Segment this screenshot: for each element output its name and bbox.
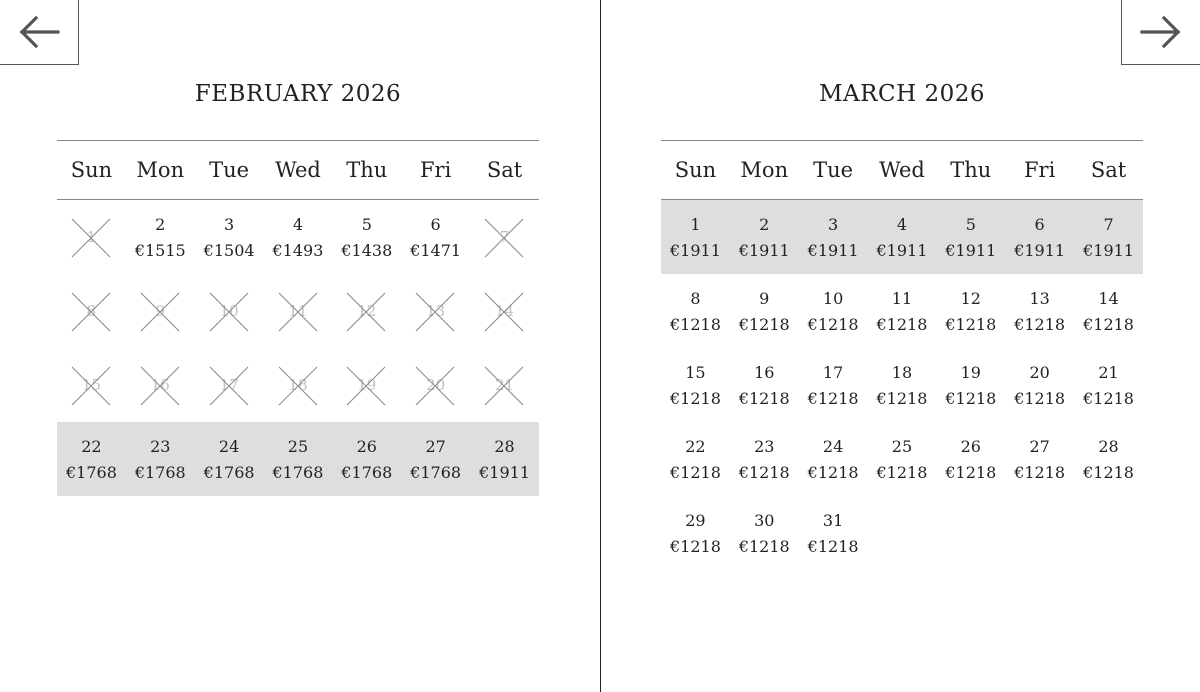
day-number: 9 [155,302,166,320]
week-row [661,496,1143,570]
day-number: 9 [759,289,770,308]
day-number: 5 [361,215,372,234]
day-number: 15 [685,363,706,382]
day-cell[interactable] [264,200,333,275]
day-cell[interactable] [1005,348,1074,422]
month-title: MARCH 2026 [819,81,985,107]
day-number: 25 [891,437,913,456]
weekday-label: Wed [264,141,333,200]
day-price: €1218 [945,315,997,334]
arrow-left-icon [18,16,60,48]
calendar-grid [57,140,539,496]
day-number: 22 [81,437,102,456]
day-cell[interactable] [799,274,868,348]
day-number: 28 [1098,437,1119,456]
day-cell-unavailable [57,274,126,348]
day-number: 11 [891,289,913,308]
day-cell[interactable] [730,274,799,348]
previous-month-button[interactable] [0,0,79,65]
day-cell-unavailable [401,274,470,348]
unavailable-cross-icon [278,292,318,332]
day-price: €1768 [410,463,462,482]
day-number: 11 [288,302,308,320]
day-cell[interactable] [661,200,730,275]
day-cell-unavailable [264,274,333,348]
day-cell[interactable] [799,200,868,275]
unavailable-cross-icon [140,366,180,406]
day-cell-unavailable [195,348,264,422]
day-number: 7 [499,228,510,246]
day-cell[interactable] [470,422,539,496]
weekday-header [57,141,539,200]
day-number: 4 [292,215,304,234]
empty-day-cell [868,496,937,570]
weekday-header [661,141,1143,200]
unavailable-cross-icon [346,366,386,406]
day-cell[interactable] [799,348,868,422]
weekday-label: Wed [868,141,937,200]
day-cell[interactable] [868,274,937,348]
day-price: €1218 [876,315,928,334]
day-number: 14 [1098,289,1119,308]
month-title: FEBRUARY 2026 [194,81,402,107]
day-number: 19 [357,376,377,394]
day-number: 2 [155,215,166,234]
day-price: €1911 [1083,241,1134,260]
day-number: 23 [754,437,775,456]
day-number: 22 [685,437,706,456]
day-number: 10 [822,289,844,308]
day-price: €1911 [479,463,530,482]
day-cell-unavailable [57,200,126,275]
arrow-right-icon [1140,16,1182,48]
day-number: 21 [1098,363,1119,382]
day-price: €1768 [203,463,255,482]
day-number: 7 [1103,215,1114,234]
unavailable-cross-icon [140,292,180,332]
day-price: €1218 [738,315,790,334]
day-number: 29 [685,511,706,530]
day-cell[interactable] [936,200,1005,275]
day-number: 1 [86,228,97,246]
next-month-button[interactable] [1121,0,1200,65]
day-cell-unavailable [264,348,333,422]
day-price: €1218 [1014,315,1066,334]
day-cell[interactable] [332,200,401,275]
day-price: €1471 [410,241,462,260]
day-cell[interactable] [799,496,868,570]
day-cell[interactable] [730,200,799,275]
day-price: €1218 [945,463,997,482]
weekday-label: Thu [936,141,1005,200]
weekday-label: Sun [57,141,126,200]
week-row [57,274,539,348]
day-price: €1911 [1014,241,1066,260]
day-price: €1768 [341,463,393,482]
day-cell[interactable] [195,200,264,275]
unavailable-cross-icon [484,366,524,406]
day-price: €1911 [945,241,997,260]
day-number: 31 [822,511,844,530]
weekday-label: Fri [401,141,470,200]
day-price: €1218 [876,463,928,482]
day-number: 13 [426,302,446,320]
day-price: €1218 [876,389,928,408]
day-cell-unavailable [470,348,539,422]
day-price: €1218 [738,463,790,482]
day-price: €1515 [134,241,186,260]
calendar-grid [661,140,1143,570]
day-cell[interactable] [730,422,799,496]
unavailable-cross-icon [415,366,455,406]
day-price: €1218 [945,389,997,408]
day-cell[interactable] [661,274,730,348]
day-price: €1218 [669,315,721,334]
day-cell[interactable] [126,422,195,496]
day-cell[interactable] [1074,200,1143,275]
day-number: 8 [690,289,701,308]
day-cell[interactable] [126,200,195,275]
day-cell-unavailable [57,348,126,422]
unavailable-cross-icon [484,292,524,332]
day-cell[interactable] [1074,274,1143,348]
week-row [661,200,1143,275]
day-price: €1218 [669,537,721,556]
day-number: 4 [896,215,908,234]
day-number: 24 [218,437,240,456]
day-cell[interactable] [1074,348,1143,422]
day-cell[interactable] [661,348,730,422]
day-price: €1218 [807,537,859,556]
calendar-divider [600,0,601,692]
day-cell-unavailable [470,274,539,348]
day-number: 26 [356,437,377,456]
day-number: 17 [822,363,844,382]
day-cell-unavailable [470,200,539,275]
day-number: 20 [426,376,446,394]
day-cell[interactable] [730,496,799,570]
unavailable-cross-icon [346,292,386,332]
day-number: 8 [86,302,97,320]
day-price: €1911 [738,241,790,260]
day-price: €1218 [807,389,859,408]
day-number: 3 [224,215,235,234]
unavailable-cross-icon [71,366,111,406]
day-cell[interactable] [661,422,730,496]
day-cell[interactable] [799,422,868,496]
day-price: €1218 [1083,463,1134,482]
day-price: €1218 [669,463,721,482]
day-cell[interactable] [936,348,1005,422]
day-price: €1768 [134,463,186,482]
day-cell[interactable] [730,348,799,422]
day-number: 20 [1029,363,1050,382]
day-number: 3 [828,215,839,234]
weekday-label: Sat [470,141,539,200]
day-price: €1218 [807,463,859,482]
day-number: 14 [494,302,515,320]
unavailable-cross-icon [415,292,455,332]
unavailable-cross-icon [484,218,524,258]
unavailable-cross-icon [209,292,249,332]
week-row [661,348,1143,422]
weekday-label: Tue [799,141,868,200]
day-price: €1218 [1083,315,1134,334]
day-cell[interactable] [936,422,1005,496]
day-price: €1768 [65,463,117,482]
weekday-label: Sun [661,141,730,200]
week-row [57,348,539,422]
day-cell-unavailable [195,274,264,348]
day-cell[interactable] [264,422,333,496]
day-cell[interactable] [868,200,937,275]
day-price: €1218 [738,537,790,556]
day-number: 21 [494,376,515,394]
day-number: 6 [1034,215,1045,234]
day-number: 18 [288,376,308,394]
weekday-label: Tue [195,141,264,200]
weekday-label: Thu [332,141,401,200]
week-row [57,422,539,496]
day-cell[interactable] [332,422,401,496]
day-cell-unavailable [126,348,195,422]
day-cell[interactable] [936,274,1005,348]
day-cell[interactable] [661,496,730,570]
unavailable-cross-icon [71,218,111,258]
weekday-label: Mon [730,141,799,200]
empty-day-cell [936,496,1005,570]
day-number: 27 [425,437,446,456]
day-cell[interactable] [57,422,126,496]
day-number: 12 [357,302,377,320]
unavailable-cross-icon [71,292,111,332]
week-row [57,200,539,275]
day-cell-unavailable [401,348,470,422]
day-cell-unavailable [332,274,401,348]
day-cell[interactable] [1005,200,1074,275]
day-number: 16 [150,376,170,394]
day-price: €1218 [669,389,721,408]
weekday-label: Sat [1074,141,1143,200]
day-price: €1911 [876,241,928,260]
day-number: 27 [1029,437,1050,456]
day-number: 26 [960,437,981,456]
day-price: €1493 [272,241,324,260]
day-cell[interactable] [868,422,937,496]
day-price: €1218 [1014,463,1066,482]
day-cell[interactable] [1074,422,1143,496]
day-number: 24 [822,437,844,456]
day-cell[interactable] [1005,274,1074,348]
day-cell[interactable] [1005,422,1074,496]
week-row [661,274,1143,348]
day-number: 23 [150,437,171,456]
day-number: 18 [891,363,913,382]
day-number: 1 [690,215,701,234]
day-cell[interactable] [868,348,937,422]
week-row [661,422,1143,496]
day-cell-unavailable [126,274,195,348]
day-number: 15 [81,376,101,394]
day-price: €1218 [1083,389,1134,408]
day-price: €1218 [738,389,790,408]
weekday-label: Fri [1005,141,1074,200]
day-number: 17 [219,376,239,394]
day-number: 2 [759,215,770,234]
unavailable-cross-icon [209,366,249,406]
day-number: 30 [754,511,775,530]
day-price: €1911 [807,241,859,260]
day-cell-unavailable [332,348,401,422]
day-cell[interactable] [401,422,470,496]
day-number: 10 [219,302,239,320]
day-number: 25 [287,437,309,456]
day-number: 16 [754,363,775,382]
day-number: 13 [1029,289,1050,308]
day-cell[interactable] [401,200,470,275]
day-number: 28 [494,437,515,456]
day-number: 12 [960,289,981,308]
day-number: 6 [430,215,441,234]
day-number: 19 [960,363,981,382]
empty-day-cell [1074,496,1143,570]
day-price: €1504 [203,241,255,260]
day-price: €1218 [1014,389,1066,408]
weekday-label: Mon [126,141,195,200]
day-cell[interactable] [195,422,264,496]
unavailable-cross-icon [278,366,318,406]
day-price: €1768 [272,463,324,482]
day-number: 5 [965,215,976,234]
day-price: €1218 [807,315,859,334]
day-price: €1438 [341,241,393,260]
day-price: €1911 [669,241,721,260]
empty-day-cell [1005,496,1074,570]
